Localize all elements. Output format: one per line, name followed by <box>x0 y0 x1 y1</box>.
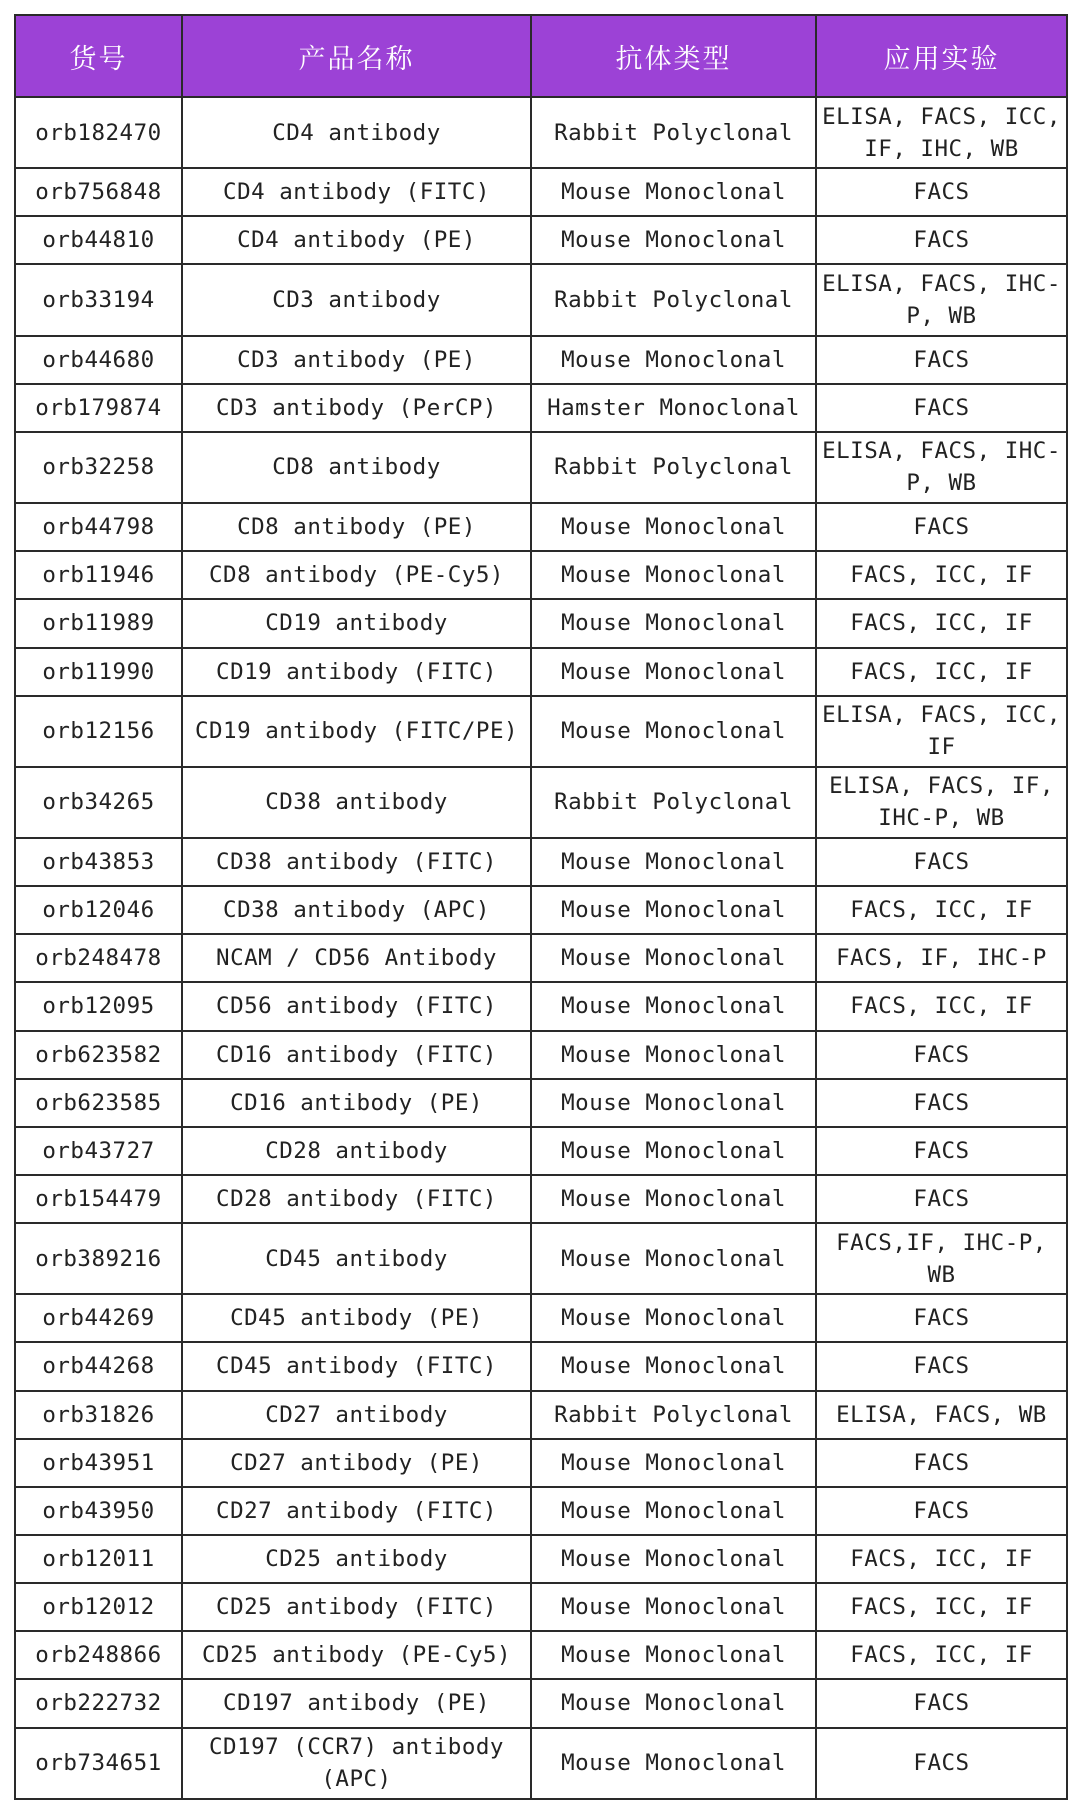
catalog-number-cell: orb43950 <box>15 1487 182 1535</box>
catalog-number-cell: orb222732 <box>15 1679 182 1727</box>
table-row <box>15 1031 1067 1079</box>
table-row <box>15 767 1067 838</box>
applications-cell: FACS, ICC, IF <box>816 648 1067 696</box>
catalog-number-cell: orb32258 <box>15 432 182 503</box>
catalog-number-cell: orb34265 <box>15 767 182 838</box>
antibody-type-cell: Mouse Monoclonal <box>531 648 816 696</box>
applications-cell: FACS <box>816 1079 1067 1127</box>
applications-cell: FACS <box>816 1175 1067 1223</box>
applications-cell: ELISA, FACS, ICC, IF, IHC, WB <box>816 97 1067 168</box>
product-name-cell: CD25 antibody (PE-Cy5) <box>182 1631 531 1679</box>
applications-cell: ELISA, FACS, IHC-P, WB <box>816 432 1067 503</box>
table-row <box>15 1487 1067 1535</box>
catalog-number-cell: orb248866 <box>15 1631 182 1679</box>
antibody-type-cell: Mouse Monoclonal <box>531 1175 816 1223</box>
applications-cell: FACS <box>816 838 1067 886</box>
antibody-type-cell: Mouse Monoclonal <box>531 551 816 599</box>
antibody-type-cell: Rabbit Polyclonal <box>531 97 816 168</box>
product-name-cell: CD38 antibody <box>182 767 531 838</box>
table-row <box>15 1079 1067 1127</box>
antibody-type-cell: Rabbit Polyclonal <box>531 264 816 335</box>
product-name-cell: CD4 antibody (FITC) <box>182 168 531 216</box>
header-row <box>15 15 1067 97</box>
product-name-cell: CD4 antibody <box>182 97 531 168</box>
antibody-type-cell: Mouse Monoclonal <box>531 599 816 647</box>
table-row <box>15 982 1067 1030</box>
catalog-number-cell: orb33194 <box>15 264 182 335</box>
table-row <box>15 1631 1067 1679</box>
catalog-number-cell: orb623585 <box>15 1079 182 1127</box>
antibody-type-cell: Mouse Monoclonal <box>531 886 816 934</box>
product-name-cell: CD8 antibody (PE-Cy5) <box>182 551 531 599</box>
header-antibody-type: 抗体类型 <box>531 15 816 97</box>
applications-cell: FACS <box>816 1294 1067 1342</box>
product-name-cell: CD38 antibody (FITC) <box>182 838 531 886</box>
applications-cell: ELISA, FACS, IHC-P, WB <box>816 264 1067 335</box>
antibody-type-cell: Mouse Monoclonal <box>531 1079 816 1127</box>
antibody-type-cell: Mouse Monoclonal <box>531 934 816 982</box>
product-table-container <box>14 14 1066 1800</box>
product-name-cell: CD45 antibody (PE) <box>182 1294 531 1342</box>
antibody-type-cell: Mouse Monoclonal <box>531 1439 816 1487</box>
catalog-number-cell: orb248478 <box>15 934 182 982</box>
catalog-number-cell: orb154479 <box>15 1175 182 1223</box>
table-row <box>15 432 1067 503</box>
table-row <box>15 1583 1067 1631</box>
antibody-type-cell: Mouse Monoclonal <box>531 1583 816 1631</box>
applications-cell: FACS, ICC, IF <box>816 1631 1067 1679</box>
antibody-type-cell: Rabbit Polyclonal <box>531 1391 816 1439</box>
table-row <box>15 1175 1067 1223</box>
product-name-cell: CD3 antibody (PE) <box>182 336 531 384</box>
product-name-cell: CD28 antibody (FITC) <box>182 1175 531 1223</box>
antibody-type-cell: Hamster Monoclonal <box>531 384 816 432</box>
catalog-number-cell: orb12011 <box>15 1535 182 1583</box>
product-name-cell: CD45 antibody <box>182 1223 531 1294</box>
table-row <box>15 97 1067 168</box>
applications-cell: FACS <box>816 503 1067 551</box>
product-name-cell: CD45 antibody (FITC) <box>182 1342 531 1390</box>
antibody-type-cell: Rabbit Polyclonal <box>531 432 816 503</box>
table-row <box>15 599 1067 647</box>
applications-cell: FACS, ICC, IF <box>816 1535 1067 1583</box>
catalog-number-cell: orb12095 <box>15 982 182 1030</box>
applications-cell: FACS <box>816 1728 1067 1799</box>
catalog-number-cell: orb43727 <box>15 1127 182 1175</box>
product-name-cell: CD28 antibody <box>182 1127 531 1175</box>
product-name-cell: CD27 antibody <box>182 1391 531 1439</box>
antibody-type-cell: Mouse Monoclonal <box>531 1487 816 1535</box>
product-table <box>14 14 1068 1800</box>
catalog-number-cell: orb44268 <box>15 1342 182 1390</box>
applications-cell: FACS <box>816 168 1067 216</box>
antibody-type-cell: Mouse Monoclonal <box>531 1342 816 1390</box>
catalog-number-cell: orb623582 <box>15 1031 182 1079</box>
applications-cell: FACS, ICC, IF <box>816 551 1067 599</box>
catalog-number-cell: orb44680 <box>15 336 182 384</box>
table-row <box>15 168 1067 216</box>
table-header <box>15 15 1067 97</box>
catalog-number-cell: orb389216 <box>15 1223 182 1294</box>
applications-cell: FACS <box>816 1439 1067 1487</box>
table-body <box>15 97 1067 1799</box>
antibody-type-cell: Rabbit Polyclonal <box>531 767 816 838</box>
catalog-number-cell: orb734651 <box>15 1728 182 1799</box>
antibody-type-cell: Mouse Monoclonal <box>531 1535 816 1583</box>
catalog-number-cell: orb756848 <box>15 168 182 216</box>
antibody-type-cell: Mouse Monoclonal <box>531 1031 816 1079</box>
product-name-cell: CD197 antibody (PE) <box>182 1679 531 1727</box>
table-row <box>15 934 1067 982</box>
applications-cell: FACS <box>816 1127 1067 1175</box>
antibody-type-cell: Mouse Monoclonal <box>531 982 816 1030</box>
header-catalog-number: 货号 <box>15 15 182 97</box>
antibody-type-cell: Mouse Monoclonal <box>531 1127 816 1175</box>
catalog-number-cell: orb44269 <box>15 1294 182 1342</box>
product-name-cell: CD16 antibody (FITC) <box>182 1031 531 1079</box>
catalog-number-cell: orb44810 <box>15 216 182 264</box>
product-name-cell: CD3 antibody <box>182 264 531 335</box>
antibody-type-cell: Mouse Monoclonal <box>531 1294 816 1342</box>
catalog-number-cell: orb12156 <box>15 696 182 767</box>
table-row <box>15 1679 1067 1727</box>
product-name-cell: NCAM / CD56 Antibody <box>182 934 531 982</box>
table-row <box>15 264 1067 335</box>
table-row <box>15 551 1067 599</box>
table-row <box>15 1294 1067 1342</box>
antibody-type-cell: Mouse Monoclonal <box>531 503 816 551</box>
product-name-cell: CD27 antibody (PE) <box>182 1439 531 1487</box>
table-row <box>15 1342 1067 1390</box>
antibody-type-cell: Mouse Monoclonal <box>531 1631 816 1679</box>
table-row <box>15 384 1067 432</box>
catalog-number-cell: orb12012 <box>15 1583 182 1631</box>
product-name-cell: CD27 antibody (FITC) <box>182 1487 531 1535</box>
product-name-cell: CD8 antibody (PE) <box>182 503 531 551</box>
table-row <box>15 648 1067 696</box>
catalog-number-cell: orb182470 <box>15 97 182 168</box>
applications-cell: FACS <box>816 384 1067 432</box>
catalog-number-cell: orb43951 <box>15 1439 182 1487</box>
applications-cell: ELISA, FACS, IF, IHC-P, WB <box>816 767 1067 838</box>
product-name-cell: CD19 antibody (FITC/PE) <box>182 696 531 767</box>
table-row <box>15 1535 1067 1583</box>
antibody-type-cell: Mouse Monoclonal <box>531 168 816 216</box>
catalog-number-cell: orb31826 <box>15 1391 182 1439</box>
product-name-cell: CD56 antibody (FITC) <box>182 982 531 1030</box>
product-name-cell: CD19 antibody (FITC) <box>182 648 531 696</box>
applications-cell: ELISA, FACS, WB <box>816 1391 1067 1439</box>
catalog-number-cell: orb43853 <box>15 838 182 886</box>
product-name-cell: CD38 antibody (APC) <box>182 886 531 934</box>
product-name-cell: CD25 antibody (FITC) <box>182 1583 531 1631</box>
header-product-name: 产品名称 <box>182 15 531 97</box>
table-row <box>15 1728 1067 1799</box>
antibody-type-cell: Mouse Monoclonal <box>531 1728 816 1799</box>
applications-cell: FACS <box>816 216 1067 264</box>
catalog-number-cell: orb44798 <box>15 503 182 551</box>
table-row <box>15 503 1067 551</box>
table-row <box>15 696 1067 767</box>
applications-cell: FACS, ICC, IF <box>816 599 1067 647</box>
table-row <box>15 216 1067 264</box>
applications-cell: FACS <box>816 1342 1067 1390</box>
applications-cell: FACS, ICC, IF <box>816 886 1067 934</box>
product-name-cell: CD8 antibody <box>182 432 531 503</box>
table-row <box>15 1127 1067 1175</box>
header-applications: 应用实验 <box>816 15 1067 97</box>
table-row <box>15 1391 1067 1439</box>
antibody-type-cell: Mouse Monoclonal <box>531 838 816 886</box>
catalog-number-cell: orb11989 <box>15 599 182 647</box>
antibody-type-cell: Mouse Monoclonal <box>531 696 816 767</box>
product-name-cell: CD25 antibody <box>182 1535 531 1583</box>
antibody-type-cell: Mouse Monoclonal <box>531 1223 816 1294</box>
applications-cell: FACS, ICC, IF <box>816 982 1067 1030</box>
applications-cell: ELISA, FACS, ICC, IF <box>816 696 1067 767</box>
applications-cell: FACS,IF, IHC-P, WB <box>816 1223 1067 1294</box>
applications-cell: FACS <box>816 1679 1067 1727</box>
table-row <box>15 1439 1067 1487</box>
antibody-type-cell: Mouse Monoclonal <box>531 336 816 384</box>
catalog-number-cell: orb11990 <box>15 648 182 696</box>
applications-cell: FACS <box>816 1487 1067 1535</box>
table-row <box>15 336 1067 384</box>
applications-cell: FACS, ICC, IF <box>816 1583 1067 1631</box>
catalog-number-cell: orb179874 <box>15 384 182 432</box>
table-row <box>15 886 1067 934</box>
antibody-type-cell: Mouse Monoclonal <box>531 1679 816 1727</box>
product-name-cell: CD4 antibody (PE) <box>182 216 531 264</box>
antibody-type-cell: Mouse Monoclonal <box>531 216 816 264</box>
catalog-number-cell: orb11946 <box>15 551 182 599</box>
applications-cell: FACS, IF, IHC-P <box>816 934 1067 982</box>
product-name-cell: CD19 antibody <box>182 599 531 647</box>
applications-cell: FACS <box>816 336 1067 384</box>
catalog-number-cell: orb12046 <box>15 886 182 934</box>
product-name-cell: CD16 antibody (PE) <box>182 1079 531 1127</box>
table-row <box>15 1223 1067 1294</box>
table-row <box>15 838 1067 886</box>
applications-cell: FACS <box>816 1031 1067 1079</box>
product-name-cell: CD197 (CCR7) antibody (APC) <box>182 1728 531 1799</box>
product-name-cell: CD3 antibody (PerCP) <box>182 384 531 432</box>
